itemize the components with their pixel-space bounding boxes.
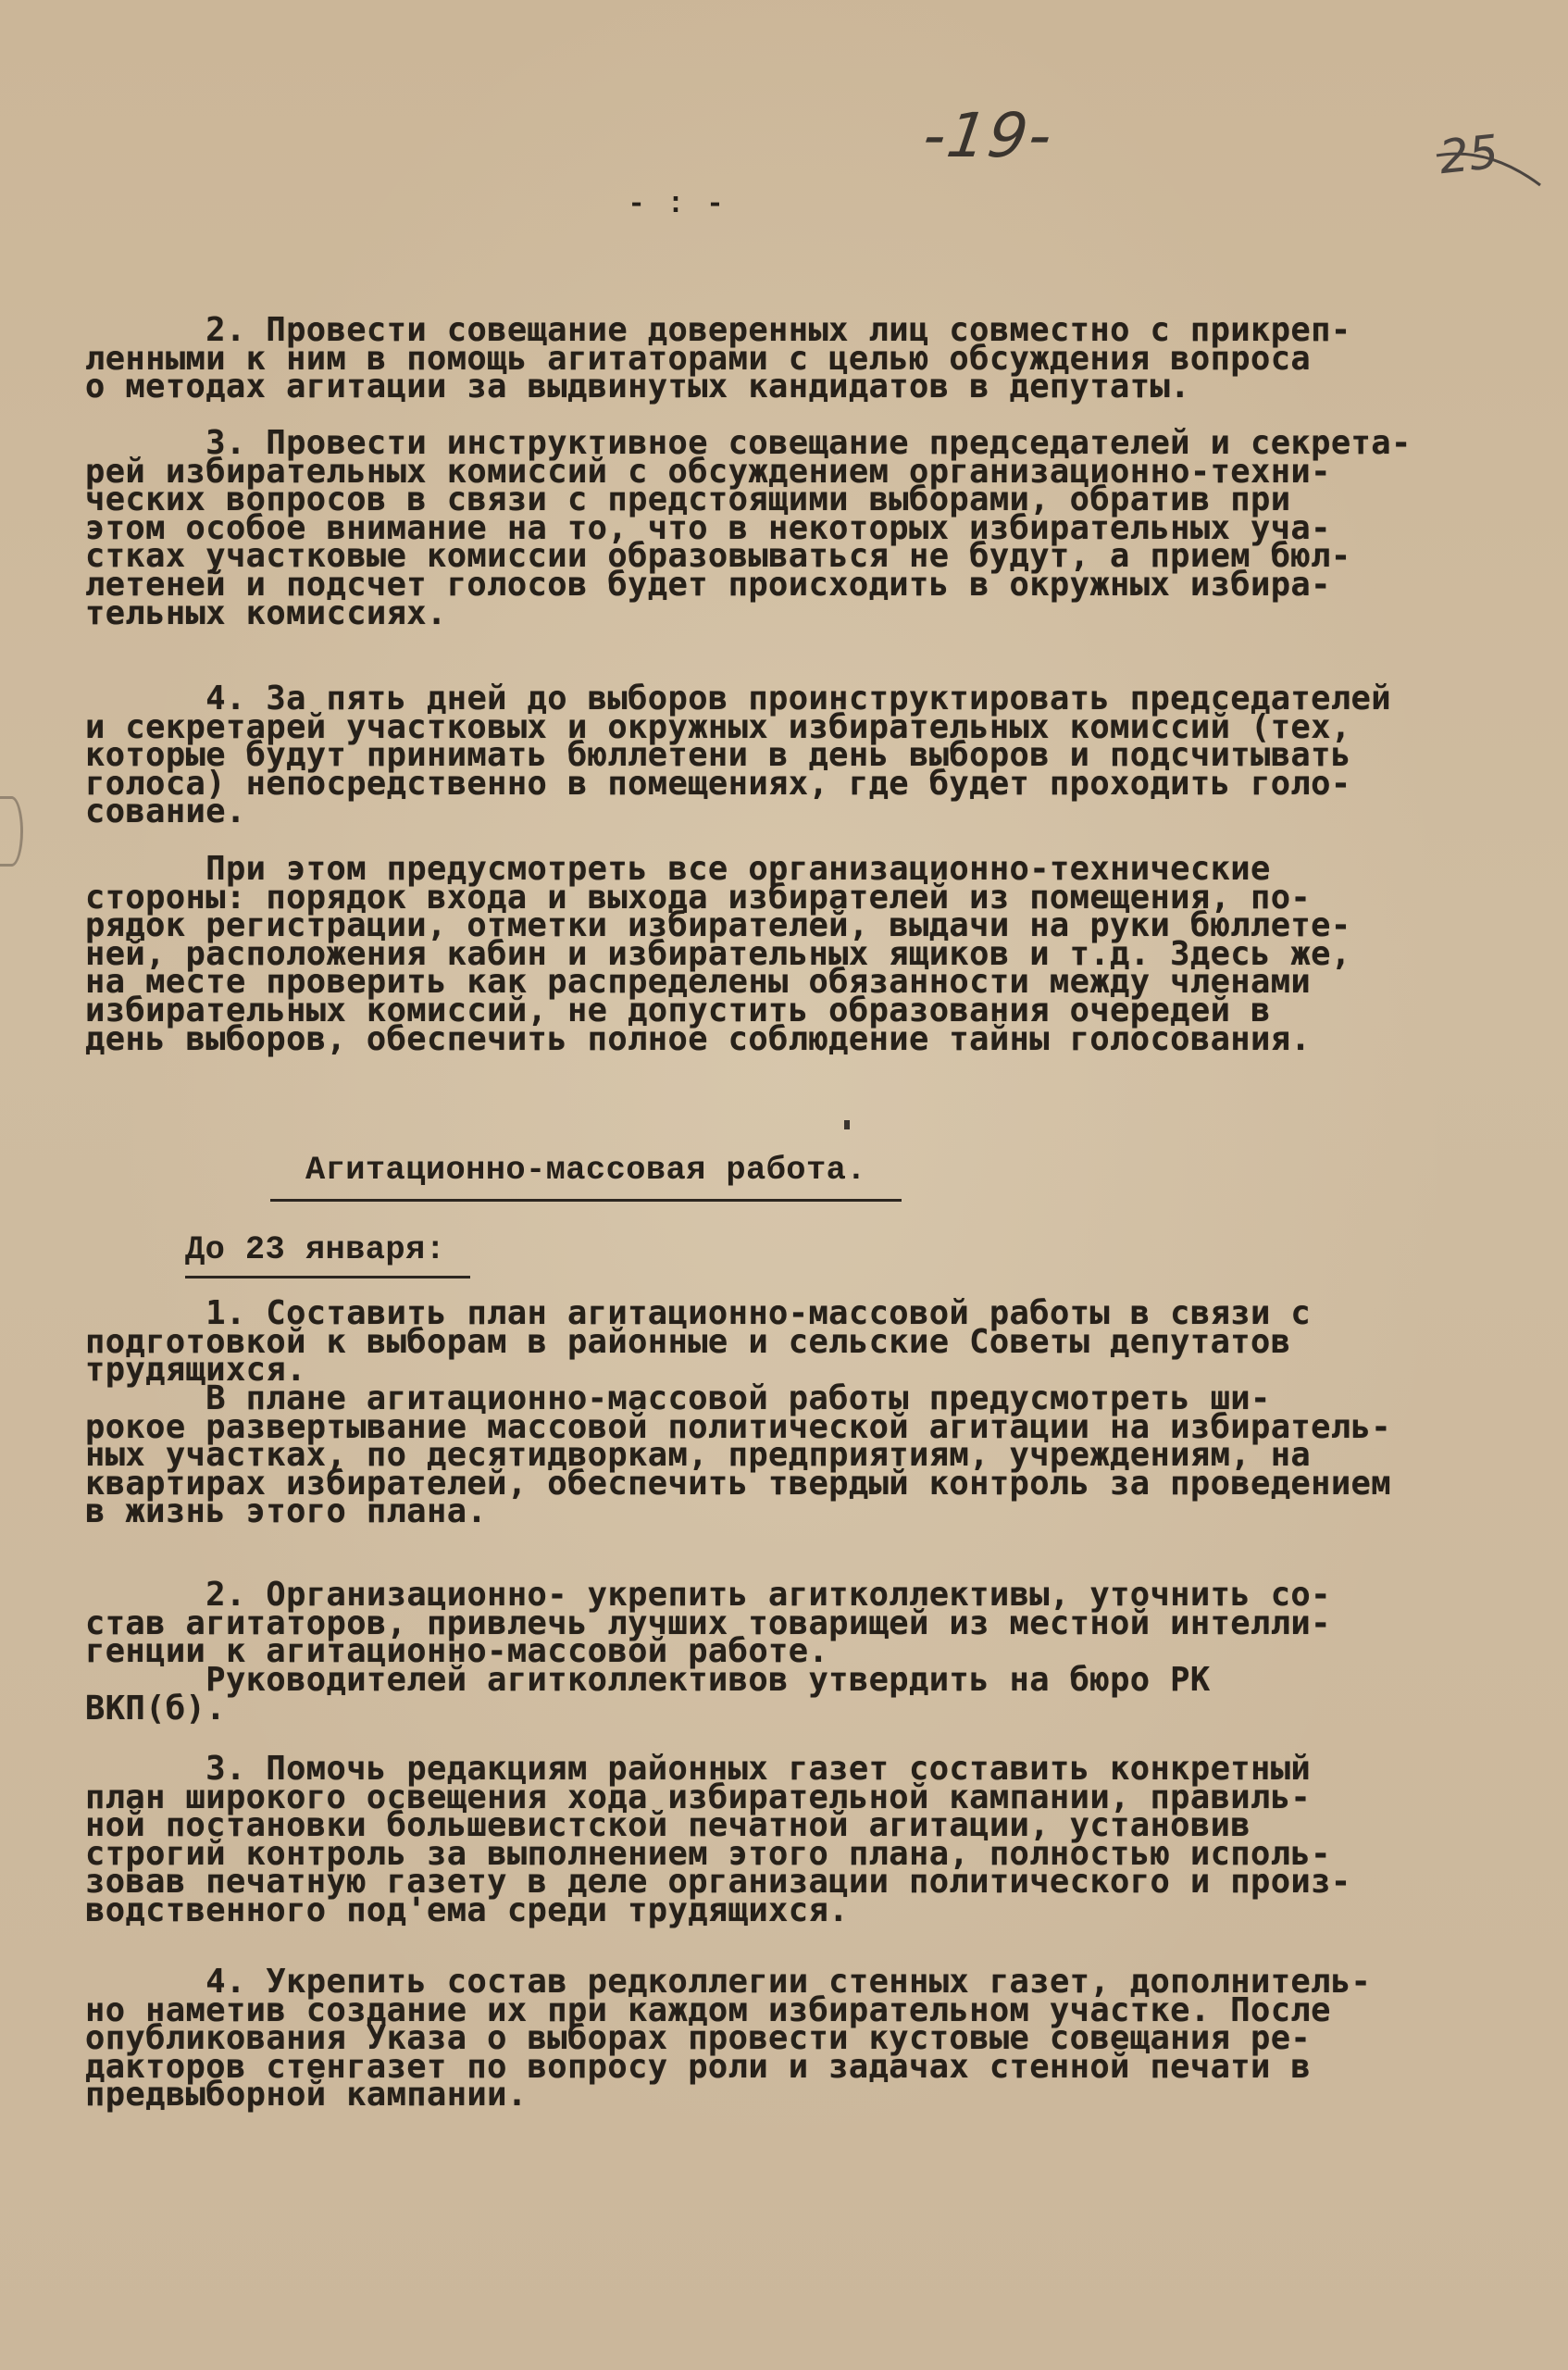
- agit-paragraph-2-continued: Руководителей агитколлективов утвердить на бюро РК ВКП(б).: [85, 1661, 1211, 1728]
- typed-page-marker: - : -: [628, 187, 727, 221]
- agit-paragraph-2: 2. Организационно- укрепить агитколлективы, уточнить со- став агитаторов, привлечь лучших товарищей из местной интелли- генции к агитационно-массовой работе.: [85, 1576, 1331, 1671]
- typed-dot: [844, 1120, 850, 1129]
- binder-hole-mark: [0, 796, 23, 867]
- agit-paragraph-1: 1. Составить план агитационно-массовой работы в связи с подготовкой к выборам в районные и сельские Советы депутатов трудящихся.: [85, 1294, 1312, 1390]
- agit-paragraph-3: 3. Помочь редакциям районных газет составить конкретный план широкого освещения хода избирательной кампании, правиль- ной постановки большевистской печатной агитации, установив строгий контроль за выполнением этого плана, полностью исполь- зовав печатную газету в деле организации политического и произ- водственного под'ема среди трудящихся.: [85, 1750, 1351, 1929]
- handwritten-page-number: -19-: [918, 100, 1059, 171]
- date-heading-underline: [185, 1276, 470, 1279]
- paragraph-4: 4. За пять дней до выборов проинструктировать председателей и секретарей участковых и окружных избирательных комиссий (тех, которые будут принимать бюллетени в день выборов и подсчитывать голоса) непосредственно в помещениях, где будет проходить голо- сование.: [85, 680, 1391, 831]
- section-title-underline: [270, 1199, 902, 1202]
- paragraph-4-continued: При этом предусмотреть все организационно-технические стороны: порядок входа и выхода избирателей из помещения, по- рядок регистрации, отметки избирателей, выдачи на руки бюллете- ней, расположения кабин и избирательных ящиков и т.д. Здесь же, на месте проверить как распределены обязанности между членами избирательных комиссий, не допустить образования очередей в день выборов, обеспечить полное соблюдение тайны голосования.: [85, 850, 1351, 1058]
- paragraph-3: 3. Провести инструктивное совещание председателей и секрета- рей избирательных комиссий с обсуждением организационно-техни- ческих вопросов в связи с предстоящими выборами, обратив при этом особое внимание на то, что в некоторых избирательных уча- стках участковые комиссии образовываться не будут, а прием бюл- летеней и подсчет голосов будет происходить в окружных избира- тельных комиссиях.: [85, 424, 1412, 632]
- agit-paragraph-4: 4. Укрепить состав редколлегии стенных газет, дополнитель- но наметив создание их при каждом избирательном участке. После опубликования Указа о выборах провести кустовые совещания ре- дакторов стенгазет по вопросу роли и задачах стенной печати в предвыборной кампании.: [85, 1963, 1372, 2114]
- handwritten-archive-number: 25: [1437, 124, 1501, 185]
- date-heading: До 23 января:: [185, 1231, 446, 1268]
- section-title: Агитационно-массовая работа.: [305, 1152, 866, 1189]
- agit-paragraph-1-continued: В плане агитационно-массовой работы предусмотреть ши- рокое развертывание массовой политической агитации на избиратель- ных участках, по десятидворкам, предприятиям, учреждениям, на квартирах избирателей, обеспечить твердый контроль за проведением в жизнь этого плана.: [85, 1379, 1391, 1531]
- paragraph-2: 2. Провести совещание доверенных лиц совместно с прикреп- ленными к ним в помощь агитаторами с целью обсуждения вопроса о методах агитации за выдвинутых кандидатов в депутаты.: [85, 311, 1351, 406]
